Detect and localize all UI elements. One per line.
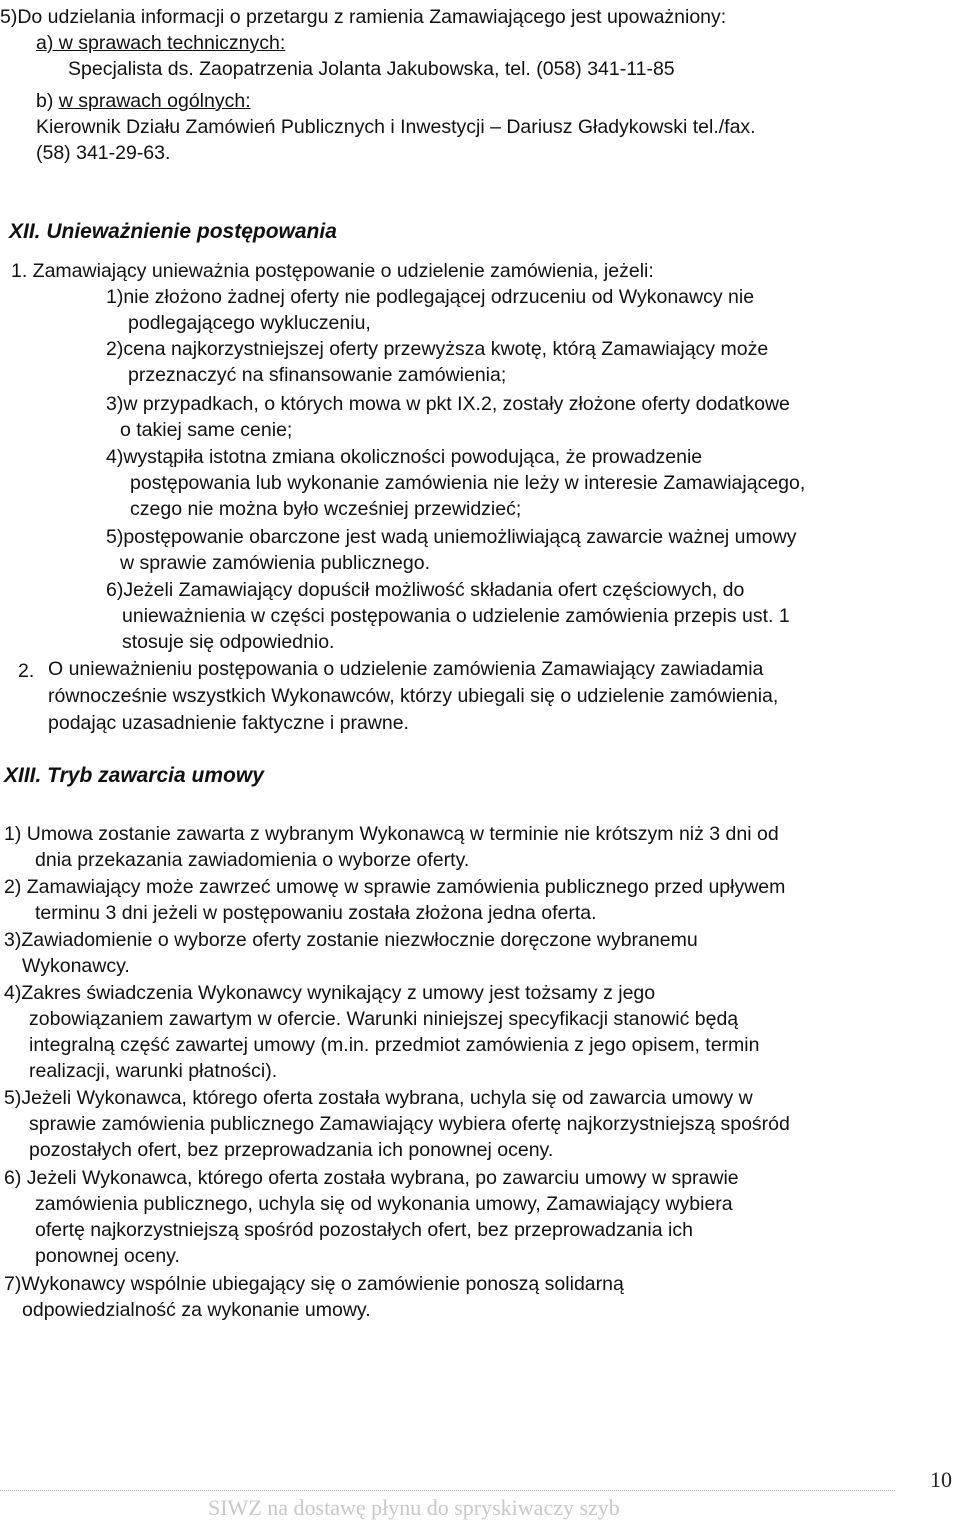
xiii-item-4-line-3: integralną część zawartej umowy (m.in. przedmiot zamówienia z jego opisem, termin	[29, 1034, 760, 1056]
contact-general-prefix: b)	[36, 90, 59, 112]
xiii-item-6-line-1: 6) Jeżeli Wykonawca, którego oferta została wybrana, po zawarciu umowy w sprawie	[4, 1167, 739, 1189]
xiii-item-7-line-2: odpowiedzialność za wykonanie umowy.	[22, 1299, 371, 1321]
xii-item-6-line-3: stosuje się odpowiednio.	[122, 631, 335, 653]
section-xiii-title: XIII. Tryb zawarcia umowy	[4, 764, 264, 787]
xii-item-5-line-1: 5)postępowanie obarczone jest wadą uniemożliwiającą zawarcie ważnej umowy	[106, 526, 797, 548]
xiii-item-1-line-2: dnia przekazania zawiadomienia o wyborze oferty.	[35, 849, 470, 871]
xii-paragraph-2-line-1: O unieważnieniu postępowania o udzielenie zamówienia Zamawiający zawiadamia	[48, 658, 764, 680]
xiii-item-4-line-1: 4)Zakres świadczenia Wykonawcy wynikający z umowy jest tożsamy z jego	[4, 982, 656, 1004]
xiii-item-2-line-2: terminu 3 dni jeżeli w postępowaniu została złożona jedna oferta.	[35, 902, 597, 924]
xiii-item-6-line-2: zamówienia publicznego, uchyla się od wykonania umowy, Zamawiający wybiera	[35, 1193, 733, 1215]
xiii-item-6-line-4: ponownej oceny.	[35, 1245, 180, 1267]
contact-intro: 5)Do udzielania informacji o przetargu z ramienia Zamawiającego jest upoważniony:	[0, 6, 727, 28]
contact-technical-text: Specjalista ds. Zaopatrzenia Jolanta Jakubowska, tel. (058) 341-11-85	[68, 58, 675, 80]
xiii-item-1-line-1: 1) Umowa zostanie zawarta z wybranym Wykonawcą w terminie nie krótszym niż 3 dni od	[4, 823, 779, 845]
xii-item-4-line-3: czego nie można było wcześniej przewidzieć;	[130, 498, 522, 520]
xiii-item-6-line-3: ofertę najkorzystniejszą spośród pozostałych ofert, bez przeprowadzania ich	[35, 1219, 693, 1241]
contact-general-text-2: (58) 341-29-63.	[36, 142, 171, 164]
xiii-item-7-line-1: 7)Wykonawcy wspólnie ubiegający się o zamówienie ponoszą solidarną	[4, 1273, 624, 1295]
xii-item-2-line-1: 2)cena najkorzystniejszej oferty przewyższa kwotę, którą Zamawiający może	[106, 338, 769, 360]
xiii-item-3-line-2: Wykonawcy.	[22, 955, 130, 977]
xii-item-4-line-2: postępowania lub wykonanie zamówienia nie leży w interesie Zamawiającego,	[130, 472, 806, 494]
xii-item-6-line-2: unieważnienia w części postępowania o udzielenie zamówienia przepis ust. 1	[122, 605, 790, 627]
xii-item-3-line-2: o takiej same cenie;	[120, 419, 293, 441]
contact-general-label-line	[36, 88, 251, 114]
xiii-item-4-line-2: zobowiązaniem zawartym w ofercie. Warunki niniejszej specyfikacji stanowić będą	[29, 1008, 739, 1030]
contact-general-text-1: Kierownik Działu Zamówień Publicznych i Inwestycji – Dariusz Gładykowski tel./fax.	[36, 116, 756, 138]
xii-item-5-line-2: w sprawie zamówienia publicznego.	[120, 552, 430, 574]
contact-technical-label: a) w sprawach technicznych:	[36, 32, 286, 54]
xii-paragraph-2-number: 2.	[18, 660, 35, 682]
xii-item-4-line-1: 4)wystąpiła istotna zmiana okoliczności powodująca, że prowadzenie	[106, 446, 703, 468]
xii-item-1-line-1: 1)nie złożono żadnej oferty nie podlegającej odrzuceniu od Wykonawcy nie	[106, 286, 755, 308]
footer-divider	[0, 1490, 895, 1491]
xiii-item-5-line-1: 5)Jeżeli Wykonawca, którego oferta została wybrana, uchyla się od zawarcia umowy w	[4, 1087, 753, 1109]
xii-paragraph-2-line-2: równocześnie wszystkich Wykonawców, którzy ubiegali się o udzielenie zamówienia,	[48, 685, 779, 707]
xii-item-6-line-1: 6)Jeżeli Zamawiający dopuścił możliwość składania ofert częściowych, do	[106, 579, 745, 601]
page-number: 10	[930, 1467, 952, 1492]
xiii-item-4-line-4: realizacji, warunki płatności).	[29, 1060, 278, 1082]
xii-paragraph-1: 1. Zamawiający unieważnia postępowanie o udzielenie zamówienia, jeżeli:	[11, 260, 654, 282]
section-xii-title: XII. Unieważnienie postępowania	[9, 220, 337, 243]
footer-text: SIWZ na dostawę płynu do spryskiwaczy szyb	[208, 1495, 620, 1520]
xiii-item-3-line-1: 3)Zawiadomienie o wyborze oferty zostanie niezwłocznie doręczone wybranemu	[4, 929, 698, 951]
xiii-item-5-line-3: pozostałych ofert, bez przeprowadzania ich ponownej oceny.	[29, 1139, 554, 1161]
xiii-item-5-line-2: sprawie zamówienia publicznego Zamawiający wybiera ofertę najkorzystniejszą spośród	[29, 1113, 790, 1135]
contact-general-label: w sprawach ogólnych:	[58, 90, 251, 112]
xii-item-2-line-2: przeznaczyć na sfinansowanie zamówienia;	[128, 364, 507, 386]
xii-paragraph-2-line-3: podając uzasadnienie faktyczne i prawne.	[48, 712, 409, 734]
xii-item-1-line-2: podlegającego wykluczeniu,	[128, 312, 371, 334]
xii-item-3-line-1: 3)w przypadkach, o których mowa w pkt IX.2, zostały złożone oferty dodatkowe	[106, 393, 790, 415]
xiii-item-2-line-1: 2) Zamawiający może zawrzeć umowę w sprawie zamówienia publicznego przed upływem	[4, 876, 786, 898]
